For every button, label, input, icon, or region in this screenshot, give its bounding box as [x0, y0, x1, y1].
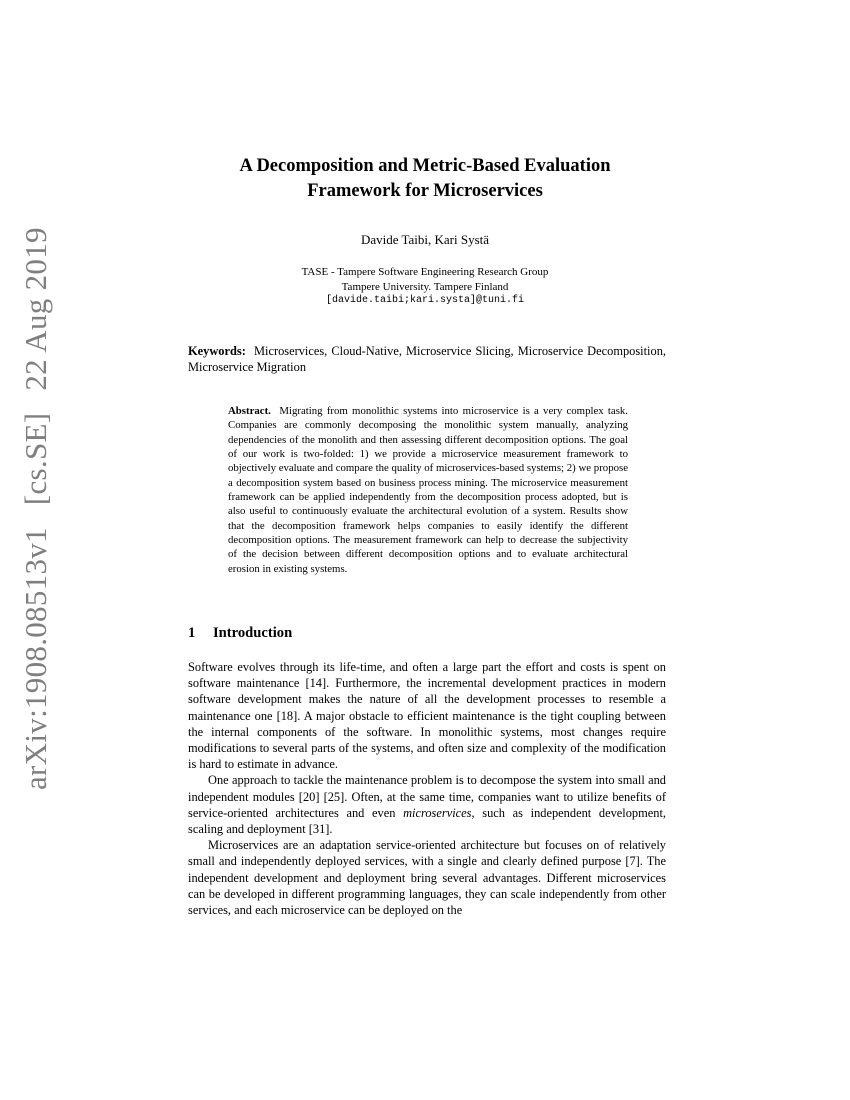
paper-title — [0, 154, 850, 204]
title-line-2: Framework for Microservices — [307, 181, 543, 201]
intro-p2-text-after: , such as independent development, scaling and deployment [31]. — [188, 805, 666, 837]
intro-p2-emphasis: microservices — [403, 805, 472, 820]
section-title: Introduction — [213, 625, 293, 641]
affiliation-university: Tampere University. Tampere Finland — [341, 280, 509, 293]
section-heading-introduction — [188, 625, 292, 642]
arxiv-date: 22 Aug 2019 — [18, 227, 53, 391]
title-line-1: A Decomposition and Metric-Based Evaluation — [239, 156, 611, 176]
keywords-label: Keywords: — [188, 344, 246, 358]
section-number: 1 — [188, 625, 196, 641]
keywords-block — [188, 343, 666, 375]
introduction-body — [188, 659, 666, 918]
author-list: Davide Taibi, Kari Systä — [360, 232, 490, 247]
keywords-text: Microservices, Cloud-Native, Microservice Slicing, Microservice Decomposition, Microservice Migration — [188, 344, 666, 374]
intro-p2-text-before: One approach to tackle the maintenance problem is to decompose the system into small and independent modules [20] [25]. Often, at the same time, companies want to utilize benefits of service-oriented architectures and even — [188, 773, 666, 820]
affiliation-block — [0, 265, 850, 309]
arxiv-id: arXiv:1908.08513v1 — [18, 527, 53, 790]
affiliation-group: TASE - Tampere Software Engineering Research Group — [301, 266, 549, 278]
abstract-label: Abstract. — [228, 405, 271, 417]
abstract-block — [228, 404, 628, 576]
intro-paragraph-1: Software evolves through its life-time, and often a large part the effort and costs is spent on software maintenance [14]. Furthermore, the incremental development practices in modern software development makes the nature of all the development processes to resemble a maintenance one [18]. A major obstacle to efficient maintenance is the tight coupling between the internal components of the software. In monolithic systems, most changes require modifications to several parts of the systems, and often size and complexity of the modification is hard to estimate in advance. — [188, 660, 666, 772]
arxiv-category: [cs.SE] — [18, 412, 53, 506]
abstract-text: Migrating from monolithic systems into microservice is a very complex task. Companies are commonly decomposing the monolithic system manually, analyzing dependencies of the monolith and then assessing different decomposition options. The goal of our work is two-folded: 1) we provide a microservice measurement framework to objectively evaluate and compare the quality of microservices-based systems; 2) we propose a decomposition system based on business process mining. The microservice measurement framework can be applied independently from the decomposition process adopted, but is also useful to continuously evaluate the architectural evolution of a system. Results show that the decomposition framework helps companies to easily identify the different decomposition options. The measurement framework can help to decrease the subjectivity of the decision between different decomposition options and to evaluate architectural erosion in existing systems. — [228, 405, 628, 575]
intro-paragraph-3: Microservices are an adaptation service-oriented architecture but focuses on of relatively small and independently deployed services, with a single and clearly defined purpose [7]. The independent development and deployment bring several advantages. Different microservices can be developed in different programming languages, they can scale independently from other services, and each microservice can be deployed on the — [188, 838, 666, 918]
author-email: [davide.taibi;kari.systa]@tuni.fi — [325, 295, 525, 306]
intro-paragraph-2 — [188, 772, 666, 837]
